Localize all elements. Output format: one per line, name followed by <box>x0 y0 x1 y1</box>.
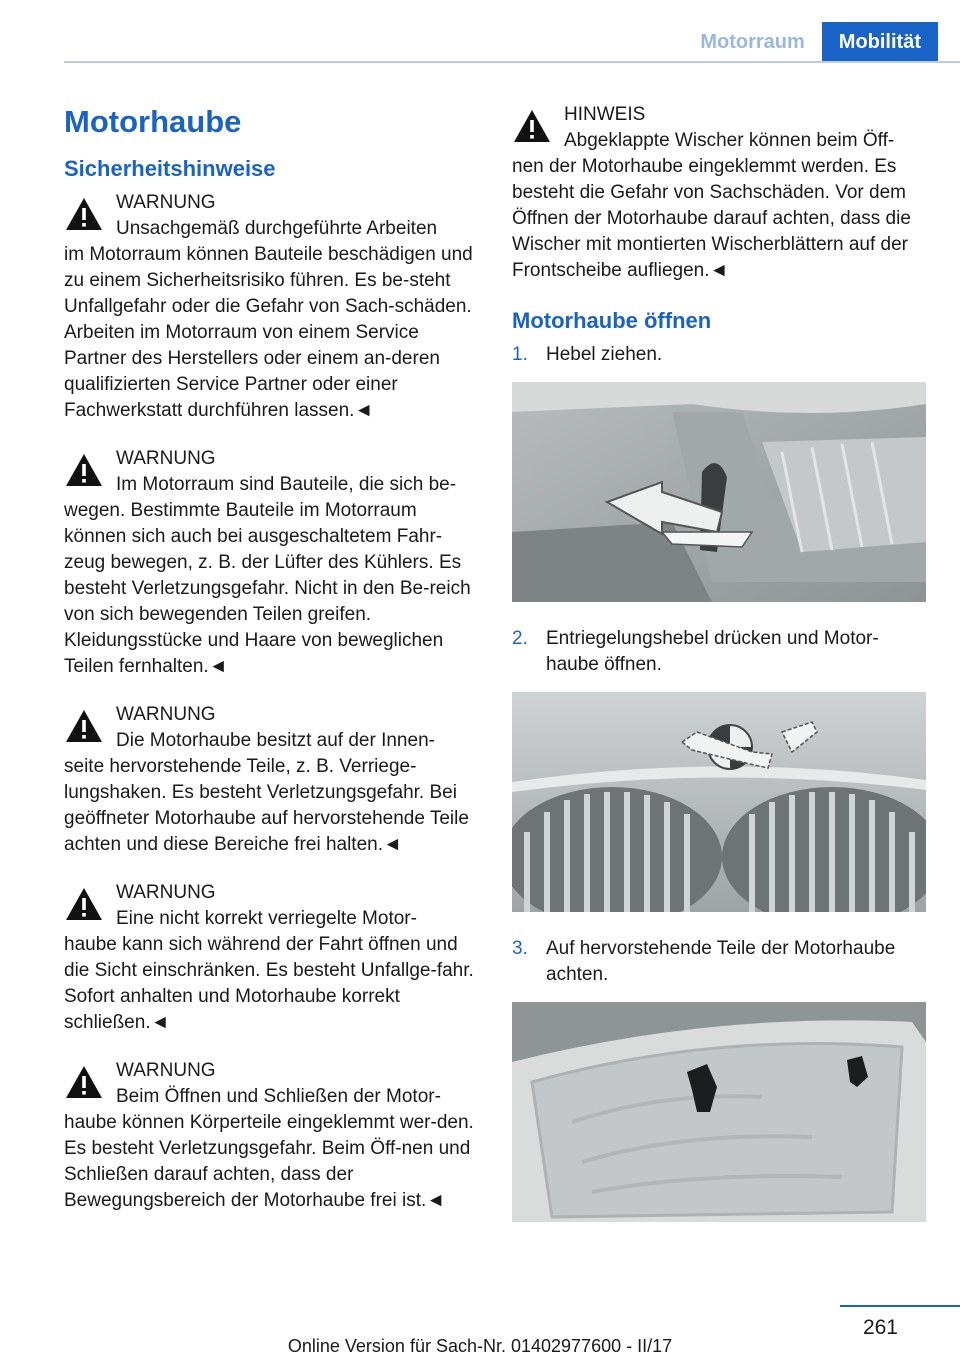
right-column <box>512 102 926 1246</box>
warning-triangle-icon <box>512 108 552 144</box>
page-number: 261 <box>862 1316 898 1339</box>
warning-notice-4 <box>64 880 478 1036</box>
left-column <box>64 96 478 1236</box>
notice-label: WARNUNG <box>116 1060 216 1081</box>
notice-first-line: Abgeklappte Wischer können beim Öff- <box>564 130 895 151</box>
page-title: Motorhaube <box>64 104 242 139</box>
step-number: 1. <box>512 344 528 365</box>
warning-triangle-icon <box>64 452 104 488</box>
header-tabs <box>683 22 938 62</box>
notice-label: HINWEIS <box>564 104 646 125</box>
warning-triangle-icon <box>64 708 104 744</box>
notice-text: haube kann sich während der Fahrt öffnen und die Sicht einschränken. Es besteht Unfallge-fahr. Sofort anhalten und Motorhaube korrekt schließen.◄ <box>64 934 474 1033</box>
warning-notice-3 <box>64 702 478 858</box>
step-1 <box>512 342 926 368</box>
step-text: Auf hervorstehende Teile der Motorhaube achten. <box>546 938 896 985</box>
notice-label: WARNUNG <box>116 192 216 213</box>
warning-triangle-icon <box>64 1064 104 1100</box>
footer-online-version: Online Version für Sach-Nr. 01402977600 - II/17 <box>287 1336 673 1356</box>
notice-first-line: Die Motorhaube besitzt auf der Innen- <box>116 730 435 751</box>
warning-notice-1 <box>64 190 478 424</box>
notice-text: nen der Motorhaube eingeklemmt werden. Es besteht die Gefahr von Sachschäden. Vor dem Öffnen der Motorhaube darauf achten, dass die Wischer mit montierten Wischerblättern auf der Frontscheibe aufliegen.◄ <box>512 156 911 281</box>
header-divider <box>64 61 960 63</box>
notice-label: WARNUNG <box>116 882 216 903</box>
step-number: 2. <box>512 628 528 649</box>
step-number: 3. <box>512 938 528 959</box>
tab-motorraum[interactable]: Motorraum <box>683 22 821 62</box>
notice-first-line: Beim Öffnen und Schließen der Motor- <box>116 1086 441 1107</box>
section-title-open-hood: Motorhaube öffnen <box>512 308 712 333</box>
notice-first-line: Im Motorraum sind Bauteile, die sich be- <box>116 474 457 495</box>
notice-text: haube können Körperteile eingeklemmt wer-den. Es besteht Verletzungsgefahr. Beim Öff-nen und Schließen darauf achten, dass der Bewegungsbereich der Motorhaube frei ist.◄ <box>64 1112 474 1211</box>
step-2 <box>512 626 926 678</box>
footer-divider <box>840 1305 960 1307</box>
hint-notice <box>512 102 926 284</box>
tab-mobilitaet[interactable]: Mobilität <box>822 22 938 62</box>
notice-label: WARNUNG <box>116 704 216 725</box>
photo-hood-release-lever <box>512 382 926 602</box>
photo-release-hood <box>512 692 926 912</box>
notice-first-line: Eine nicht korrekt verriegelte Motor- <box>116 908 417 929</box>
notice-text: wegen. Bestimmte Bauteile im Motorraum können sich auch bei ausgeschaltetem Fahr-zeug bewegen, z. B. der Lüfter des Kühlers. Es besteht Verletzungsgefahr. Nicht in den Be-reich von sich bewegenden Teilen greifen. Kleidungsstücke und Haare von beweglichen Teilen fernhalten.◄ <box>64 500 471 677</box>
warning-triangle-icon <box>64 196 104 232</box>
notice-text: seite hervorstehende Teile, z. B. Verriege-lungshaken. Es besteht Verletzungsgefahr. Bei geöffneter Motorhaube auf hervorstehende Teile achten und diese Bereiche frei halten.◄ <box>64 756 469 855</box>
photo-hood-underside <box>512 1002 926 1222</box>
notice-label: WARNUNG <box>116 448 216 469</box>
warning-notice-5 <box>64 1058 478 1214</box>
step-text: Hebel ziehen. <box>546 344 663 365</box>
warning-notice-2 <box>64 446 478 680</box>
notice-text: im Motorraum können Bauteile beschädigen und zu einem Sicherheitsrisiko führen. Es be-steht Unfallgefahr oder die Gefahr von Sach-schäden. Arbeiten im Motorraum von einem Service Partner des Herstellers oder einem an-deren qualifizierten Service Partner oder einer Fachwerkstatt durchführen lassen.◄ <box>64 244 473 421</box>
step-text: Entriegelungshebel drücken und Motor-haube öffnen. <box>546 628 879 675</box>
notice-first-line: Unsachgemäß durchgeführte Arbeiten <box>116 218 438 239</box>
section-title-safety: Sicherheitshinweise <box>64 156 276 181</box>
step-3 <box>512 936 926 988</box>
warning-triangle-icon <box>64 886 104 922</box>
